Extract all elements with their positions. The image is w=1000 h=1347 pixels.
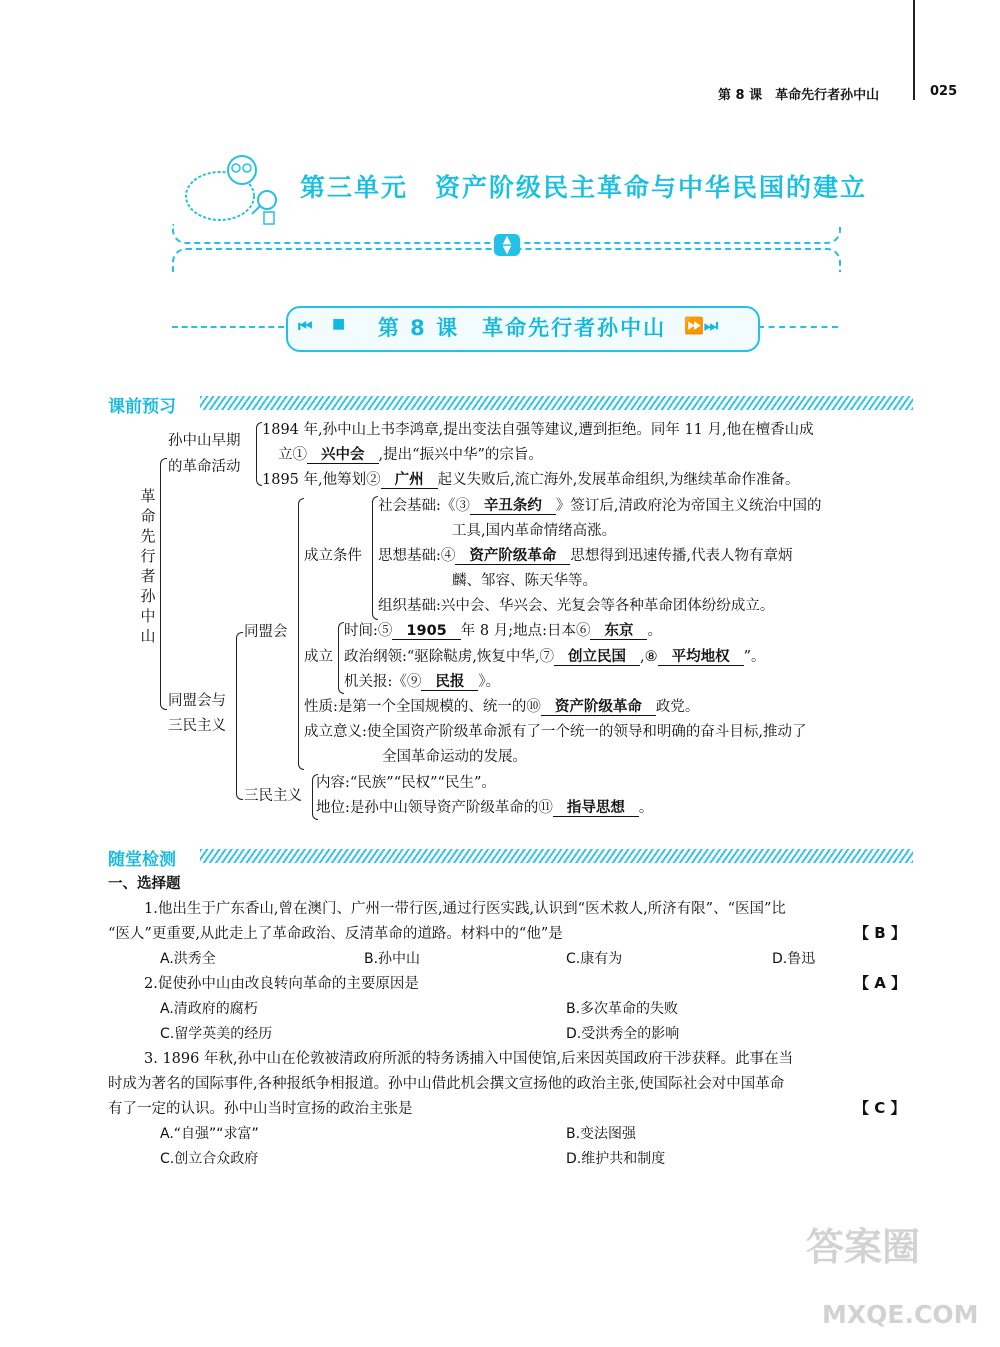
- preview-heading: 课前预习: [108, 397, 176, 417]
- significance-line-2: 全国革命运动的发展。: [382, 749, 527, 765]
- program-line: 政治纲领:“驱除鞑虏,恢复中华,⑦ 创立民国 ,⑧ 平均地权 ”。: [344, 649, 766, 665]
- turtle-mascot-icon: [172, 148, 287, 228]
- q2-option[interactable]: A.清政府的腐朽: [160, 1001, 258, 1017]
- q2-answer: 【 A 】: [854, 974, 907, 992]
- q2-option[interactable]: C.留学英美的经历: [160, 1026, 273, 1042]
- org-line: 组织基础:兴中会、华兴会、光复会等各种革命团体纷纷成立。: [378, 598, 775, 614]
- early-label-1: 孙中山早期: [168, 433, 241, 449]
- content-line: 内容:“民族”“民权”“民生”。: [316, 775, 496, 791]
- q3-answer: 【 C 】: [854, 1099, 906, 1117]
- q3-option[interactable]: D.维护共和制度: [566, 1151, 666, 1167]
- early-line-3: 1895 年,他筹划② 广州 起义失败后,流亡海外,发展革命组织,为继续革命作准备。: [262, 472, 800, 488]
- quiz-heading-stripe: [200, 849, 913, 863]
- forward-icon: ⏩⏭: [684, 316, 719, 335]
- found-label: 成立: [304, 649, 333, 665]
- answer-10: 资产阶级革命: [541, 699, 656, 716]
- social-line-1: 社会基础:《③ 辛丑条约 》签订后,清政府沦为帝国主义统治中国的: [378, 498, 822, 514]
- page-number: 025: [930, 84, 958, 99]
- thought-line-1: 思想基础:④ 资产阶级革命 思想得到迅速传播,代表人物有章炳: [378, 548, 793, 564]
- q3-option[interactable]: C.创立合众政府: [160, 1151, 259, 1167]
- league-label-1: 同盟会与: [168, 693, 226, 709]
- q3-option[interactable]: B.变法图强: [566, 1126, 637, 1142]
- league-label-2: 三民主义: [168, 718, 226, 734]
- answer-11: 指导思想: [553, 800, 639, 817]
- chevron-updown-icon: ▲ ▼: [494, 234, 520, 256]
- running-header: 第 8 课 革命先行者孙中山: [718, 88, 880, 103]
- social-line-2: 工具,国内革命情绪高涨。: [452, 523, 617, 539]
- q3-option[interactable]: A.“自强”“求富”: [160, 1126, 259, 1142]
- q3-line-3: 有了一定的认识。孙中山当时宣扬的政治主张是: [108, 1101, 413, 1117]
- time-line: 时间:⑤ 1905 年 8 月;地点:日本⑥ 东京 。: [344, 623, 662, 639]
- answer-1: 兴中会: [307, 447, 379, 464]
- dash-right: [758, 326, 838, 328]
- q1-option[interactable]: C.康有为: [566, 951, 623, 967]
- answer-2: 广州: [381, 472, 438, 489]
- answer-6: 东京: [590, 623, 647, 640]
- q1-line-1: 1.他出生于广东香山,曾在澳门、广州一带行医,通过行医实践,认识到“医术救人,所济有限”、“医国”比: [144, 901, 786, 917]
- q2-option[interactable]: D.受洪秀全的影响: [566, 1026, 680, 1042]
- unit-title: 第三单元 资产阶级民主革命与中华民国的建立: [300, 173, 868, 202]
- nature-line: 性质:是第一个全国规模的、统一的⑩ 资产阶级革命 政党。: [304, 699, 700, 715]
- league-brace: [236, 632, 243, 800]
- status-line: 地位:是孙中山领导资产阶级革命的⑪ 指导思想 。: [316, 800, 654, 816]
- dash-left: [172, 326, 284, 328]
- root-brace: [160, 458, 167, 710]
- root-label: 革命先行者孙中山: [140, 487, 156, 645]
- thought-line-2: 麟、邹容、陈天华等。: [452, 573, 597, 589]
- answer-5: 1905: [392, 623, 460, 640]
- answer-9: 民报: [421, 674, 478, 691]
- watermark-url: MXQE.COM: [822, 1300, 979, 1329]
- square-icon: ■: [332, 316, 346, 332]
- q3-line-1: 3. 1896 年秋,孙中山在伦敦被清政府所派的特务诱捕入中国使馆,后来因英国政府干涉获释。此事在当: [144, 1051, 794, 1067]
- q1-line-2: “医人”更重要,从此走上了革命政治、反清革命的道路。材料中的“他”是: [108, 926, 563, 942]
- q2-option[interactable]: B.多次革命的失败: [566, 1001, 679, 1017]
- q1-answer: 【 B 】: [854, 924, 906, 942]
- quiz-section: 一、选择题: [108, 876, 181, 892]
- early-line-2: 立① 兴中会 ,提出“振兴中华”的宗旨。: [278, 447, 543, 463]
- cond-label: 成立条件: [304, 548, 362, 564]
- significance-line-1: 成立意义:使全国资产阶级革命派有了一个统一的领导和明确的奋斗目标,推动了: [304, 724, 807, 740]
- paper-line: 机关报:《⑨ 民报 》。: [344, 674, 501, 690]
- q3-line-2: 时成为著名的国际事件,各种报纸争相报道。孙中山借此机会撰文宣扬他的政治主张,使国际社会对中国革命: [108, 1076, 785, 1092]
- early-line-1: 1894 年,孙中山上书李鸿章,提出变法自强等建议,遭到拒绝。同年 11 月,他在檀香山成: [262, 422, 814, 438]
- answer-7: 创立民国: [554, 649, 640, 666]
- watermark-logo: 答案圈: [806, 1225, 921, 1269]
- q1-option[interactable]: A.洪秀全: [160, 951, 216, 967]
- answer-8: 平均地权: [658, 649, 744, 666]
- rewind-icon: ⏮: [298, 316, 313, 335]
- lesson-title: 第 8 课 革命先行者孙中山: [377, 316, 667, 340]
- q2-line: 2.促使孙中山由改良转向革命的主要原因是: [144, 976, 419, 992]
- quiz-heading: 随堂检测: [108, 850, 176, 870]
- q1-option[interactable]: B.孙中山: [364, 951, 421, 967]
- tmh-label: 同盟会: [244, 624, 288, 640]
- smzy-label: 三民主义: [244, 788, 302, 804]
- q1-option[interactable]: D.鲁迅: [772, 951, 816, 967]
- heading-stripe: [200, 396, 913, 410]
- early-label-2: 的革命活动: [168, 459, 241, 475]
- answer-4: 资产阶级革命: [455, 548, 570, 565]
- answer-3: 辛丑条约: [470, 498, 556, 515]
